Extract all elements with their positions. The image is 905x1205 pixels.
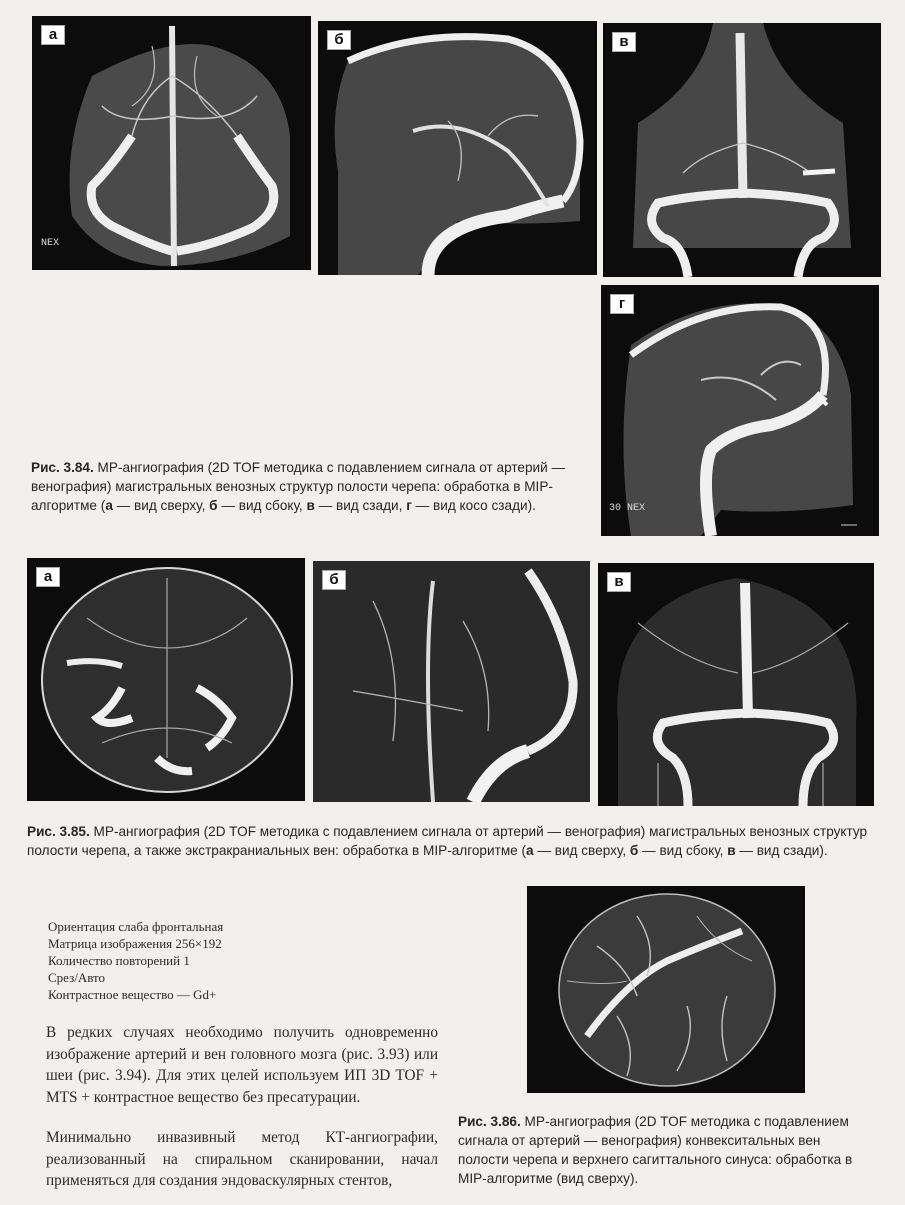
fig384-panel-b xyxy=(318,21,597,275)
venogram-side-view-image xyxy=(318,21,597,275)
fig386-panel xyxy=(527,886,805,1093)
panel-label-b: б xyxy=(327,30,351,50)
body-paragraph xyxy=(46,1127,438,1192)
caption-letter: а xyxy=(105,498,113,513)
figure-number: Рис. 3.85. xyxy=(27,824,90,839)
panel-label-b: б xyxy=(322,570,346,590)
caption-letter: в xyxy=(306,498,315,513)
caption-text: МР-ангиография (2D TOF методика с подавлением сигнала от артерий — венография) конвекситальных вен полости черепа и верхнего сагиттального синуса: обработка в MIP-алгоритме (вид сверху). xyxy=(458,1114,853,1186)
nex-label: 30 NEX xyxy=(609,503,646,514)
scan-parameters xyxy=(48,918,223,1003)
parameter-line: Контрастное вещество — Gd+ xyxy=(48,987,217,1002)
fig384-panel-g xyxy=(601,285,879,536)
venogram-back-view-image xyxy=(603,23,881,277)
caption-letter: б xyxy=(629,843,639,858)
caption-text: — вид сбоку, xyxy=(638,843,728,858)
fig385-panel-v xyxy=(598,563,874,806)
caption-text: — вид сбоку, xyxy=(217,498,307,513)
caption-letter: б xyxy=(209,498,218,513)
panel-label-v: в xyxy=(612,32,636,52)
venogram-back-view-image xyxy=(598,563,874,806)
parameter-line: Матрица изображения 256×192 xyxy=(48,936,222,951)
caption-text: — вид сзади). xyxy=(735,843,828,858)
paragraph-text: В редких случаях необходимо получить одновременно изображение артерий и вен головного мозга (рис. 3.93) или шеи (рис. 3.94). Для этих целей используем ИП 3D TOF + MTS + контрастное вещество без пресатурации. xyxy=(46,1024,438,1106)
venogram-top-view-image xyxy=(32,16,311,270)
panel-label-a: а xyxy=(36,567,60,587)
caption-letter: в xyxy=(727,843,736,858)
body-paragraph xyxy=(46,1022,438,1108)
panel-label-v: в xyxy=(607,572,631,592)
venogram-oblique-view-image xyxy=(601,285,879,536)
caption-text: МР-ангиография (2D TOF методика с подавлением сигнала от артерий — венография) магистральных венозных структур полости черепа, а также экстракраниальных вен: обработка в MIP-алгоритме ( xyxy=(27,824,868,858)
fig385-caption xyxy=(27,822,877,860)
parameter-line: Ориентация слаба фронтальная xyxy=(48,919,224,934)
panel-label-g: г xyxy=(610,294,634,314)
fig386-caption xyxy=(458,1112,870,1188)
fig384-panel-v xyxy=(603,23,881,277)
venogram-top-view-image xyxy=(27,558,305,801)
figure-number: Рис. 3.86. xyxy=(458,1114,521,1129)
nex-label: NEX xyxy=(41,238,60,249)
caption-text: — вид сверху, xyxy=(533,843,630,858)
caption-text: — вид сзади, xyxy=(314,498,407,513)
fig385-panel-b xyxy=(313,561,590,802)
caption-text: — вид косо сзади). xyxy=(411,498,536,513)
paragraph-text: Минимально инвазивный метод КТ-ангиографии, реализованный на спиральном сканировании, начал применяться для создания эндоваскулярных стентов, xyxy=(46,1129,438,1189)
fig384-panel-a xyxy=(32,16,311,270)
caption-letter: а xyxy=(526,843,534,858)
caption-text: — вид сверху, xyxy=(112,498,210,513)
caption-text: МР-ангиография (2D TOF методика с подавлением сигнала от артерий — венография) магистральных венозных структур полости черепа: обработка в MIP-алгоритме ( xyxy=(31,460,566,513)
fig384-caption xyxy=(31,458,586,515)
parameter-line: Количество повторений 1 xyxy=(48,953,190,968)
parameter-line: Срез/Авто xyxy=(48,970,106,985)
venogram-side-view-image xyxy=(313,561,590,802)
fig385-panel-a xyxy=(27,558,305,801)
caption-letter: г xyxy=(406,498,412,513)
convexital-veins-image xyxy=(527,886,805,1093)
panel-label-a: а xyxy=(41,25,65,45)
figure-number: Рис. 3.84. xyxy=(31,460,94,475)
